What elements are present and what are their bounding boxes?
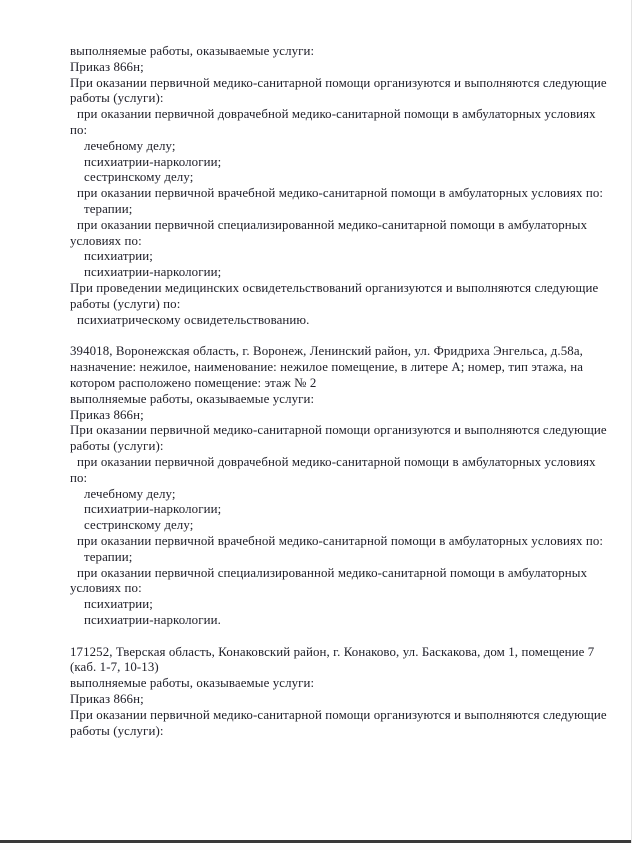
document-line: лечебному делу; xyxy=(84,138,176,153)
document-line: терапии; xyxy=(84,549,133,564)
document-line: при оказании первичной врачебной медико-санитарной помощи в амбулаторных условиях по: xyxy=(77,533,604,548)
document-line: психиатрии-наркологии; xyxy=(84,502,222,517)
document-line: выполняемые работы, оказываемые услуги: xyxy=(70,676,315,691)
document-line: при оказании первичной врачебной медико-санитарной помощи в амбулаторных условиях по: xyxy=(77,186,604,201)
document-line: работы (услуги): xyxy=(70,439,164,454)
document-line: При оказании первичной медико-санитарной помощи организуются и выполняются следующие xyxy=(70,423,607,438)
document-line: Приказ 866н; xyxy=(70,407,144,422)
document-line: условиях по: xyxy=(70,233,142,248)
document-line: психиатрии; xyxy=(84,597,153,612)
document-line: при оказании первичной специализированной медико-санитарной помощи в амбулаторных xyxy=(77,217,588,232)
document-line: Приказ 866н; xyxy=(70,59,144,74)
document-line: лечебному делу; xyxy=(84,486,176,501)
document-line: при оказании первичной доврачебной медико-санитарной помощи в амбулаторных условиях xyxy=(77,454,596,469)
document-line: (каб. 1-7, 10-13) xyxy=(70,660,159,675)
document-line: условиях по: xyxy=(70,581,142,596)
document-line: выполняемые работы, оказываемые услуги: xyxy=(70,391,315,406)
document-line: психиатрии; xyxy=(84,249,153,264)
document-line: назначение: нежилое, наименование: нежилое помещение, в литере А; номер, тип этажа, на xyxy=(70,360,584,375)
document-block xyxy=(70,644,607,740)
document-line: котором расположено помещение: этаж № 2 xyxy=(70,375,317,390)
document-line: психиатрии-наркологии; xyxy=(84,154,222,169)
document-block xyxy=(70,344,607,628)
document-line: Приказ 866н; xyxy=(70,692,144,707)
document-line: при оказании первичной доврачебной медико-санитарной помощи в амбулаторных условиях xyxy=(77,107,596,122)
document-line: при оказании первичной специализированной медико-санитарной помощи в амбулаторных xyxy=(77,565,588,580)
document-block xyxy=(70,44,607,328)
document-line: по: xyxy=(70,122,88,137)
document-line: 171252, Тверская область, Конаковский район, г. Конаково, ул. Баскакова, дом 1, помещение 7 xyxy=(70,644,595,659)
document-line: психиатрическому освидетельствованию. xyxy=(77,312,310,327)
document-line: работы (услуги): xyxy=(70,91,164,106)
document-line: психиатрии-наркологии. xyxy=(84,612,221,627)
document-line: выполняемые работы, оказываемые услуги: xyxy=(70,44,315,58)
document-line: При проведении медицинских освидетельствований организуются и выполняются следующие xyxy=(70,280,599,295)
document-line: сестринскому делу; xyxy=(84,170,194,185)
document-line: по: xyxy=(70,470,88,485)
document-content xyxy=(70,44,607,739)
document-line: работы (услуги) по: xyxy=(70,296,181,311)
document-line: При оказании первичной медико-санитарной помощи организуются и выполняются следующие xyxy=(70,707,607,722)
document-line: терапии; xyxy=(84,201,133,216)
document-line: работы (услуги): xyxy=(70,723,164,738)
document-line: При оказании первичной медико-санитарной помощи организуются и выполняются следующие xyxy=(70,75,607,90)
document-line: 394018, Воронежская область, г. Воронеж, Ленинский район, ул. Фридриха Энгельса, д.58а, xyxy=(70,344,583,359)
document-line: сестринскому делу; xyxy=(84,518,194,533)
document-line: психиатрии-наркологии; xyxy=(84,265,222,280)
